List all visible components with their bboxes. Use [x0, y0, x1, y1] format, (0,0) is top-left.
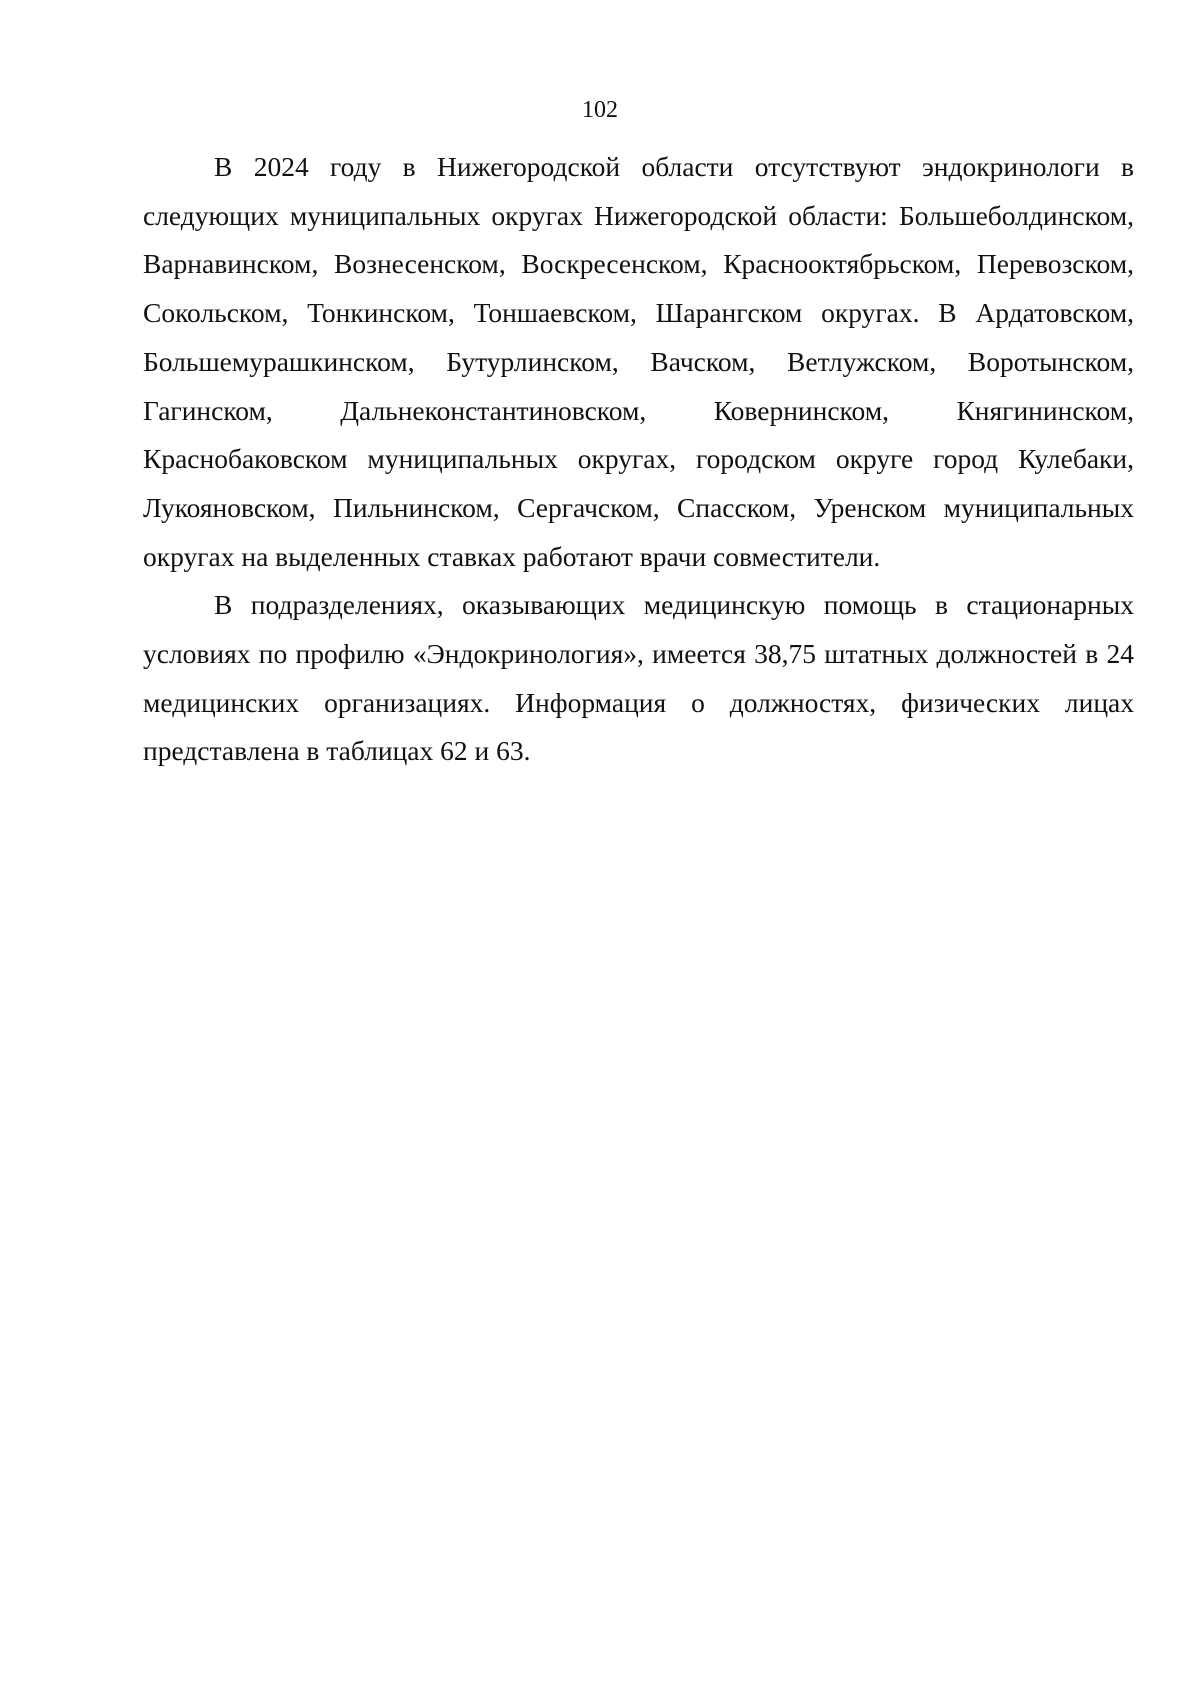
paragraph-inpatient-positions: В подразделениях, оказывающих медицинскую помощь в стационарных условиях по профилю «Эндокринология», имеется 38,75 штатных должностей в 24 медицинских организациях. Информация о должностях, физических лицах представлена в таблицах 62 и 63.	[143, 589, 1134, 767]
paragraph-endocrinologists-absence: В 2024 году в Нижегородской области отсутствуют эндокринологи в следующих муниципальных округах Нижегородской области: Большеболдинском, Варнавинском, Вознесенском, Воскресенском, Краснооктябрьском, Перевозском, Сокольском, Тонкинском, Тоншаевском, Шарангском округах. В Ардатовском, Большемурашкинском, Бутурлинском, Вачском, Ветлужском, Воротынском, Гагинском, Дальнеконстантиновском, Ковернинском, Княгининском, Краснобаковском муниципальных округах, городском округе город Кулебаки, Лукояновском, Пильнинском, Сергачском, Спасском, Уренском муниципальных округах на выделенных ставках работают врачи совместители.	[143, 151, 1134, 572]
body-text	[143, 143, 1134, 776]
page-number: 102	[582, 97, 618, 123]
